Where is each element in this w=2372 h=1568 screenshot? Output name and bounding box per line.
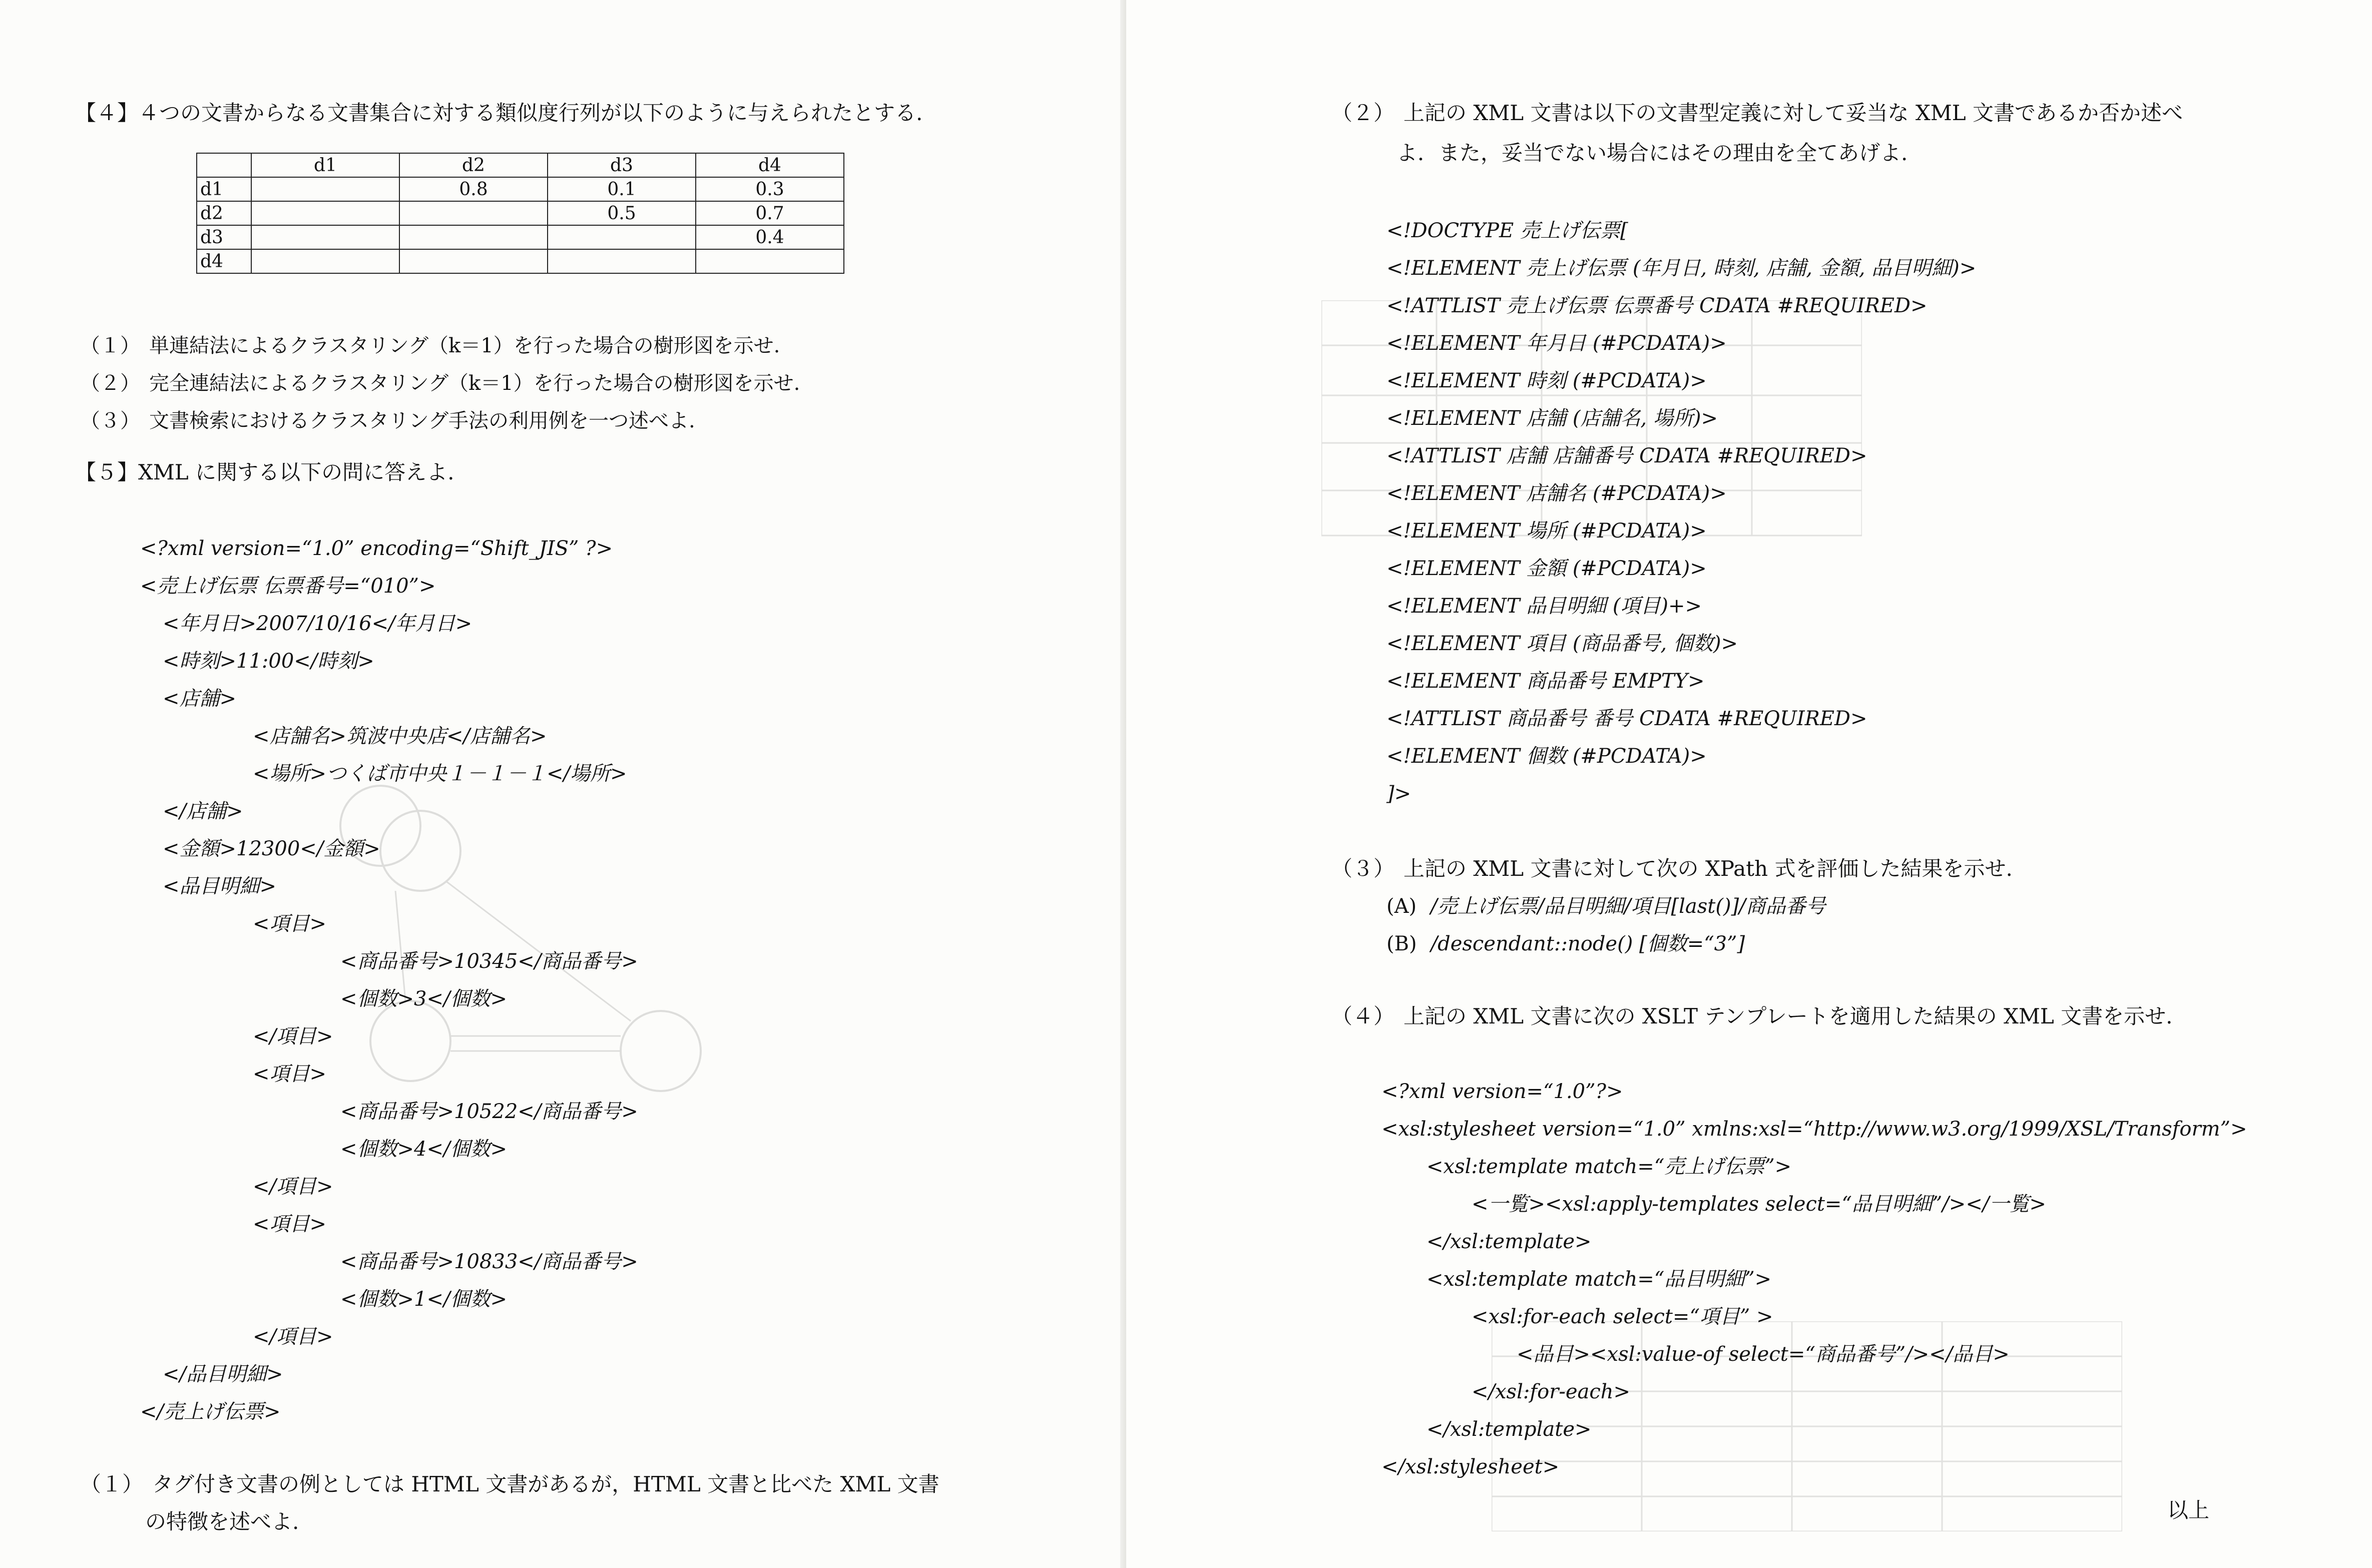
xpath-b <box>1386 931 1745 957</box>
question-5-item-2 <box>1331 100 2183 126</box>
xml-line: <個数>3</個数> <box>340 987 507 1010</box>
question-5-heading: 【５】XML に関する以下の問に答えよ. <box>75 460 454 484</box>
xml-line: </店舗> <box>163 800 243 823</box>
xpath-a-expr: /売上げ伝票/品目明細/項目[last()]/商品番号 <box>1431 895 1826 918</box>
item-text: 上記の XML 文書に次の XSLT テンプレートを適用した結果の XML 文書を示せ. <box>1403 1004 2173 1028</box>
table-header-row <box>197 153 844 177</box>
table-cell: d3 <box>197 225 251 249</box>
q4-item-2 <box>80 370 800 396</box>
question-5-item-2-continued: よ．また，妥当でない場合にはその理由を全てあげよ. <box>1396 141 1908 165</box>
xslt-line: <xsl:stylesheet version=“1.0” xmlns:xsl=“http://www.w3.org/1999/XSL/Transform”> <box>1381 1118 2247 1141</box>
dtd-line: <!ELEMENT 個数 (#PCDATA)> <box>1386 745 1707 768</box>
item-number: （２） <box>1331 101 1395 125</box>
question-5-item-4 <box>1331 1003 2172 1029</box>
xml-line: </項目> <box>253 1175 333 1198</box>
table-row <box>197 249 844 273</box>
table-cell: d4 <box>197 249 251 273</box>
xslt-line: <?xml version=“1.0”?> <box>1381 1080 1623 1103</box>
table-cell <box>548 249 696 273</box>
table-row <box>197 177 844 201</box>
table-cell: 0.8 <box>399 177 548 201</box>
table-cell: 0.1 <box>548 177 696 201</box>
item-number: （３） <box>1331 856 1395 881</box>
dtd-line: <!ELEMENT 商品番号 EMPTY> <box>1386 670 1705 693</box>
xpath-a-label: (A) <box>1386 895 1417 918</box>
dtd-line: <!ELEMENT 売上げ伝票 (年月日, 時刻, 店舗, 金額, 品目明細)> <box>1386 257 1977 280</box>
right-page <box>1126 0 2372 1568</box>
table-cell: 0.3 <box>696 177 844 201</box>
xpath-b-expr: /descendant::node() [個数=“3”] <box>1431 932 1745 955</box>
item-text: 文書検索におけるクラスタリング手法の利用例を一つ述べよ. <box>149 409 695 432</box>
dtd-line: <!ELEMENT 品目明細 (項目)+> <box>1386 595 1702 618</box>
table-cell: 0.5 <box>548 201 696 225</box>
xpath-b-label: (B) <box>1386 932 1417 955</box>
table-cell <box>251 225 399 249</box>
q4-item-1 <box>80 333 780 359</box>
table-cell <box>399 249 548 273</box>
xml-line: <時刻>11:00</時刻> <box>163 650 374 673</box>
left-page <box>0 0 1126 1568</box>
xml-line: </項目> <box>253 1025 333 1048</box>
table-cell: 0.4 <box>696 225 844 249</box>
xml-line: <商品番号>10522</商品番号> <box>340 1100 638 1123</box>
question-5-item-3 <box>1331 856 2013 882</box>
xslt-line: <一覧><xsl:apply-templates select=“品目明細”/></一覧> <box>1472 1193 2046 1216</box>
table-header-cell: d2 <box>399 153 548 177</box>
table-cell: 0.7 <box>696 201 844 225</box>
similarity-matrix-table <box>196 153 844 274</box>
xml-line: <売上げ伝票 伝票番号=“010”> <box>140 575 436 598</box>
dtd-line: <!ELEMENT 時刻 (#PCDATA)> <box>1386 369 1707 392</box>
dtd-line: <!ATTLIST 商品番号 番号 CDATA #REQUIRED> <box>1386 707 1867 730</box>
table-cell <box>696 249 844 273</box>
item-number: （３） <box>80 409 140 432</box>
xml-line: <商品番号>10833</商品番号> <box>340 1250 638 1273</box>
xml-line: </品目明細> <box>163 1363 283 1386</box>
item-number: （２） <box>80 372 140 395</box>
xml-line: <商品番号>10345</商品番号> <box>340 950 638 973</box>
xslt-line: <品目><xsl:value-of select=“商品番号”/></品目> <box>1517 1343 2010 1366</box>
xml-line: </売上げ伝票> <box>140 1400 281 1423</box>
dtd-line: <!DOCTYPE 売上げ伝票[ <box>1386 219 1628 242</box>
item-text: タグ付き文書の例としては HTML 文書があるが，HTML 文書と比べた XML 文書 <box>152 1472 939 1496</box>
xml-line: <場所>つくば市中央１－１－１</場所> <box>253 762 627 785</box>
item-number: （１） <box>80 1472 144 1496</box>
table-row <box>197 225 844 249</box>
xslt-line: </xsl:template> <box>1427 1230 1592 1253</box>
item-number: （１） <box>80 334 140 357</box>
table-row <box>197 201 844 225</box>
table-cell: d1 <box>197 177 251 201</box>
table-cell <box>251 249 399 273</box>
xslt-line: </xsl:for-each> <box>1472 1380 1631 1403</box>
xslt-line: <xsl:template match=“売上げ伝票”> <box>1427 1155 1792 1178</box>
xml-line: <個数>4</個数> <box>340 1138 507 1161</box>
xml-line: <店舗名>筑波中央店</店舗名> <box>253 725 547 748</box>
xml-line: <金額>12300</金額> <box>163 837 380 860</box>
q4-item-3 <box>80 408 695 434</box>
table-cell <box>251 177 399 201</box>
table-header-cell: d1 <box>251 153 399 177</box>
table-cell <box>399 201 548 225</box>
xml-line: <店舗> <box>163 687 237 710</box>
dtd-line: <!ELEMENT 年月日 (#PCDATA)> <box>1386 332 1727 355</box>
item-number: （４） <box>1331 1004 1395 1028</box>
question-4-heading: 【４】４つの文書からなる文書集合に対する類似度行列が以下のように与えられたとする. <box>75 101 923 125</box>
xml-line: <項目> <box>253 912 327 935</box>
table-header-cell: d4 <box>696 153 844 177</box>
xml-line: <?xml version=“1.0” encoding=“Shift_JIS” ?> <box>140 537 613 560</box>
table-cell: d2 <box>197 201 251 225</box>
table-cell <box>251 201 399 225</box>
dtd-line: <!ELEMENT 項目 (商品番号, 個数)> <box>1386 632 1738 655</box>
item-text: 単連結法によるクラスタリング（k＝1）を行った場合の樹形図を示せ. <box>149 334 780 357</box>
item-text: 上記の XML 文書に対して次の XPath 式を評価した結果を示せ. <box>1403 856 2013 881</box>
q5-item-1 <box>80 1471 939 1497</box>
table-header-cell <box>197 153 251 177</box>
table-cell <box>548 225 696 249</box>
closing-mark: 以上 <box>2167 1498 2210 1522</box>
xml-line: <項目> <box>253 1213 327 1236</box>
xslt-line: <xsl:template match=“品目明細”> <box>1427 1268 1772 1291</box>
dtd-line: <!ELEMENT 店舗名 (#PCDATA)> <box>1386 482 1727 505</box>
xpath-a <box>1386 893 1826 919</box>
xml-line: <年月日>2007/10/16</年月日> <box>163 612 472 635</box>
table-cell <box>399 225 548 249</box>
dtd-line: <!ELEMENT 金額 (#PCDATA)> <box>1386 557 1707 580</box>
dtd-line: <!ELEMENT 店舗 (店舗名, 場所)> <box>1386 407 1718 430</box>
xml-line: <個数>1</個数> <box>340 1288 507 1311</box>
dtd-line: ]> <box>1386 782 1411 805</box>
item-text: 上記の XML 文書は以下の文書型定義に対して妥当な XML 文書であるか否か述べ <box>1403 101 2183 125</box>
xslt-line: </xsl:template> <box>1427 1418 1592 1441</box>
xml-line: <項目> <box>253 1063 327 1086</box>
table-header-cell: d3 <box>548 153 696 177</box>
dtd-line: <!ATTLIST 売上げ伝票 伝票番号 CDATA #REQUIRED> <box>1386 294 1928 317</box>
dtd-line: <!ATTLIST 店舗 店舗番号 CDATA #REQUIRED> <box>1386 444 1867 467</box>
xml-line: <品目明細> <box>163 875 277 898</box>
item-text: 完全連結法によるクラスタリング（k＝1）を行った場合の樹形図を示せ. <box>149 372 800 395</box>
dtd-line: <!ELEMENT 場所 (#PCDATA)> <box>1386 519 1707 543</box>
xml-line: </項目> <box>253 1325 333 1348</box>
q5-item-1-continued: の特徴を述べよ. <box>145 1509 299 1534</box>
xslt-line: </xsl:stylesheet> <box>1381 1455 1560 1478</box>
xslt-line: <xsl:for-each select=“項目” > <box>1472 1305 1773 1328</box>
